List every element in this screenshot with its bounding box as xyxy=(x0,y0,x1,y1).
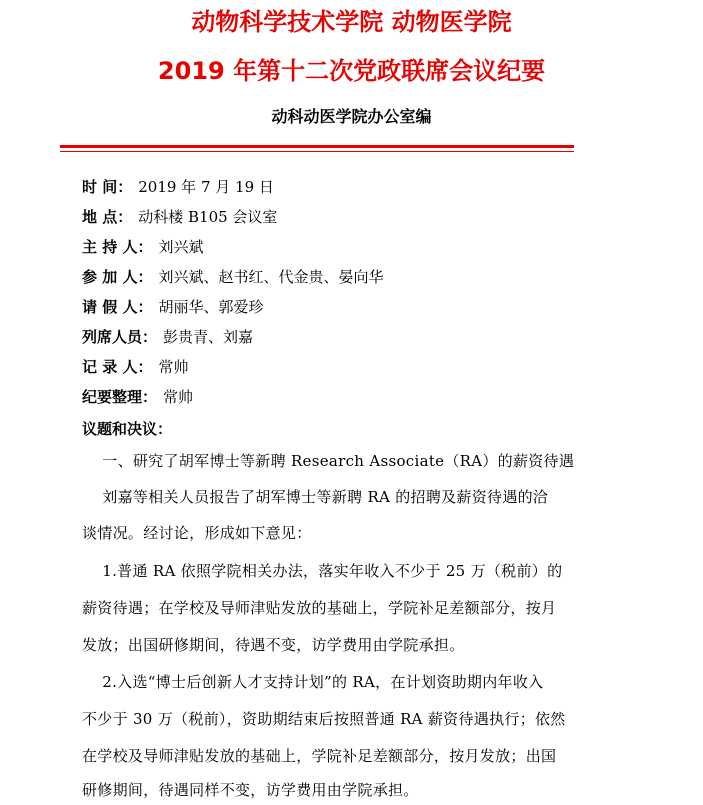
agenda-heading: 议题和决议： xyxy=(82,420,173,438)
meta-label: 地 点： xyxy=(82,208,133,226)
body-line: 研修期间，待遇同样不变，访学费用由学院承担。 xyxy=(82,781,419,799)
meta-row-recorder xyxy=(82,352,188,382)
body-line: 谈情况。经讨论，形成如下意见： xyxy=(82,524,312,542)
document-title-line2: 2019 年第十二次党政联席会议纪要 xyxy=(157,57,546,85)
meta-label: 时 间： xyxy=(82,178,133,196)
meta-row-absent xyxy=(82,292,263,322)
meta-label: 列席人员： xyxy=(82,328,158,346)
meta-row-compiler xyxy=(82,382,193,412)
body-line: 1.普通 RA 依照学院相关办法，落实年收入不少于 25 万（税前）的 xyxy=(82,562,563,580)
meta-value: 常帅 xyxy=(163,388,194,406)
body-line: 一、研究了胡军博士等新聘 Research Associate（RA）的薪资待遇 xyxy=(82,452,575,470)
meta-row-attendees xyxy=(82,262,383,292)
meta-value: 刘兴斌 xyxy=(158,238,204,256)
meta-label: 请 假 人： xyxy=(82,298,153,316)
meta-label: 主 持 人： xyxy=(82,238,153,256)
meta-value: 彭贵青、刘嘉 xyxy=(163,328,254,346)
meta-value: 常帅 xyxy=(158,358,189,376)
meta-row-observers xyxy=(82,322,253,352)
meta-value: 胡丽华、郭爱珍 xyxy=(158,298,264,316)
editor-line: 动科动医学院办公室编 xyxy=(271,107,432,126)
body-line: 不少于 30 万（税前），资助期结束后按照普通 RA 薪资待遇执行；依然 xyxy=(82,710,566,728)
header-rule-thick xyxy=(60,145,574,148)
meta-value: 刘兴斌、赵书红、代金贵、晏向华 xyxy=(158,268,384,286)
meta-row-time xyxy=(82,172,274,202)
body-line: 刘嘉等相关人员报告了胡军博士等新聘 RA 的招聘及薪资待遇的洽 xyxy=(82,488,549,506)
header-rule-thin xyxy=(60,151,574,152)
body-line: 薪资待遇；在学校及导师津贴发放的基础上，学院补足差额部分，按月 xyxy=(82,599,557,617)
meta-value: 2019 年 7 月 19 日 xyxy=(138,178,274,196)
body-line: 在学校及导师津贴发放的基础上，学院补足差额部分，按月发放；出国 xyxy=(82,747,557,765)
meta-label: 纪要整理： xyxy=(82,388,158,406)
meta-label: 参 加 人： xyxy=(82,268,153,286)
meta-row-place xyxy=(82,202,277,232)
document-title-line1: 动物科学技术学院 动物医学院 xyxy=(191,8,512,36)
body-line: 发放；出国研修期间，待遇不变，访学费用由学院承担。 xyxy=(82,636,465,654)
meta-value: 动科楼 B105 会议室 xyxy=(138,208,278,226)
meta-row-host xyxy=(82,232,203,262)
meta-label: 记 录 人： xyxy=(82,358,153,376)
body-line: 2.入选“博士后创新人才支持计划”的 RA，在计划资助期内年收入 xyxy=(82,673,544,691)
